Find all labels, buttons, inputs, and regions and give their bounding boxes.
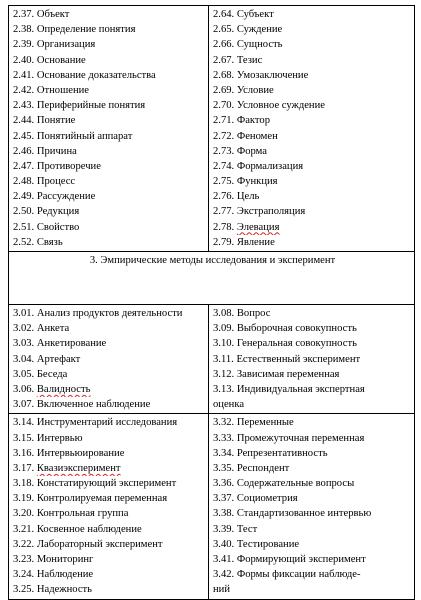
term-item: 2.64. Субъект [213, 9, 274, 20]
term-item: 3.16. Интервьюирование [13, 447, 125, 459]
section-heading-cell [9, 252, 415, 305]
term-item: 2.78. Элевация [213, 221, 280, 233]
term-item: 2.49. Рассуждение [13, 191, 96, 203]
term-item: 3.19. Контролируемая переменная [13, 493, 168, 505]
term-item: 3.11. Естественный эксперимент [213, 353, 361, 365]
term-item: 3.14. Инструментарий исследования [13, 417, 178, 429]
term-item: 3.13. Индивидуальная экспертная [213, 383, 365, 395]
terms-column-left [9, 305, 209, 414]
term-item: оценка [213, 399, 245, 411]
term-item: 3.21. Косвенное наблюдение [13, 523, 142, 535]
term-item: 3.12. Зависимая переменная [213, 368, 340, 380]
term-item: 3.18. Констатирующий эксперимент [13, 478, 177, 490]
term-item: 2.37. Объект [13, 9, 70, 20]
term-item: 3.38. Стандартизованное интервью [213, 508, 372, 520]
term-item: 2.70. Условное суждение [213, 100, 325, 112]
section-title: 3. Эмпирические методы исследования и эксперимент [89, 255, 336, 266]
term-item: 2.42. Отношение [13, 84, 89, 96]
term-item: 2.38. Определение понятия [13, 24, 136, 36]
spellcheck-marked-word: Элевация [236, 221, 280, 233]
term-item: 2.43. Периферийные понятия [13, 100, 146, 112]
table-row [9, 6, 415, 252]
term-item: 2.48. Процесс [13, 176, 76, 188]
terms-column-right [209, 305, 415, 414]
term-item: 3.05. Беседа [13, 368, 68, 380]
term-item: 2.44. Понятие [13, 115, 76, 127]
table-row [9, 414, 415, 599]
term-item: 2.47. Противоречие [13, 160, 101, 172]
term-item: 2.75. Функция [213, 176, 278, 188]
term-item: 2.39. Организация [13, 39, 96, 51]
term-item: 3.42. Формы фиксации наблюде- [213, 569, 361, 581]
term-item: 2.79. Явление [213, 236, 275, 248]
term-item: 3.36. Содержательные вопросы [213, 478, 355, 490]
table-row [9, 305, 415, 414]
term-item: 3.23. Мониторинг [13, 554, 94, 565]
term-item: 3.32. Переменные [213, 417, 294, 429]
term-item: 3.01. Анализ продуктов деятельности [13, 308, 183, 319]
term-item: 3.08. Вопрос [213, 308, 271, 319]
term-item: 2.74. Формализация [213, 160, 304, 172]
term-item: ний [213, 584, 231, 596]
terms-column-left [9, 6, 209, 252]
terms-column-left [9, 414, 209, 599]
term-item: 3.33. Промежуточная переменная [213, 432, 365, 444]
term-item: 3.41. Формирующий эксперимент [213, 554, 366, 565]
term-item: 3.03. Анкетирование [13, 338, 107, 350]
term-item: 2.52. Связь [13, 236, 63, 248]
term-item: 3.34. Репрезентативность [213, 447, 328, 459]
term-item: 3.25. Надежность [13, 584, 92, 596]
term-item: 2.40. Основание [13, 54, 86, 66]
term-item: 2.76. Цель [213, 191, 260, 203]
term-item: 3.10. Генеральная совокупность [213, 338, 357, 350]
term-item: 2.65. Суждение [213, 24, 283, 36]
term-item: 2.45. Понятийный аппарат [13, 130, 133, 142]
term-item: 2.68. Умозаключение [213, 69, 309, 81]
term-item: 3.35. Респондент [213, 462, 290, 474]
term-item: 2.50. Редукция [13, 206, 80, 218]
spellcheck-marked-word: Валидность [36, 383, 91, 395]
term-item: 2.71. Фактор [213, 115, 270, 127]
terms-table [8, 5, 415, 600]
term-item: 2.51. Свойство [13, 221, 80, 233]
term-item: 2.41. Основание доказательства [13, 69, 156, 81]
term-item: 2.67. Тезис [213, 54, 263, 66]
term-item: 3.02. Анкета [13, 323, 70, 335]
term-item: 2.73. Форма [213, 145, 267, 157]
term-item: 3.39. Тест [213, 523, 258, 535]
terms-column-right [209, 414, 415, 599]
term-item: 3.09. Выборочная совокупность [213, 323, 357, 335]
term-item: 2.66. Сущность [213, 39, 283, 51]
term-item: 3.15. Интервью [13, 432, 83, 444]
term-item: 3.17. Квазиэксперимент [13, 462, 121, 474]
term-item: 3.20. Контрольная группа [13, 508, 129, 520]
term-item: 3.04. Артефакт [13, 353, 81, 365]
term-item: 3.24. Наблюдение [13, 569, 94, 581]
term-item: 2.69. Условие [213, 84, 274, 96]
term-item: 3.37. Социометрия [213, 493, 298, 505]
term-item: 3.06. Валидность [13, 383, 91, 395]
term-item: 2.77. Экстраполяция [213, 206, 306, 218]
term-item: 3.22. Лабораторный эксперимент [13, 538, 163, 550]
terms-column-right [209, 6, 415, 252]
term-item: 2.72. Феномен [213, 130, 278, 142]
term-item: 2.46. Причина [13, 145, 77, 157]
term-item: 3.07. Включенное наблюдение [13, 399, 151, 411]
term-item: 3.40. Тестирование [213, 538, 300, 550]
spellcheck-marked-word: Квазиэксперимент [36, 462, 121, 474]
section-row [9, 252, 415, 305]
